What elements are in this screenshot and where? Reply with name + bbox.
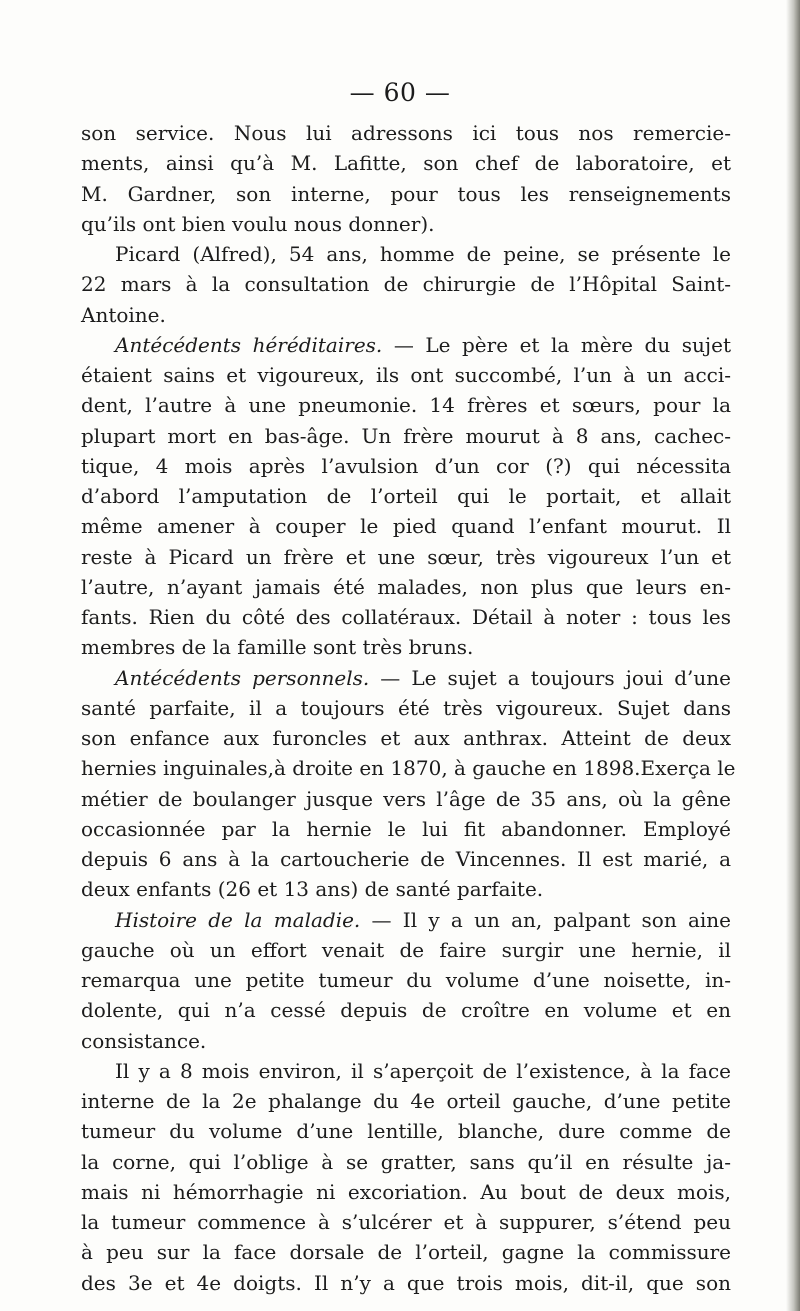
text-line: plupart mort en bas-âge. Un frère mourut à 8 ans, cachec- (81, 423, 731, 448)
text-line: tique, 4 mois après l’avulsion d’un cor (?) qui nécessita (81, 453, 731, 478)
text-line: la corne, qui l’oblige à se gratter, sans qu’il en résulte ja- (81, 1149, 731, 1174)
text-line: M. Gardner, son interne, pour tous les renseignements (81, 181, 731, 206)
text-line: la tumeur commence à s’ulcérer et à suppurer, s’étend peu (81, 1210, 731, 1234)
text-line: interne de la 2e phalange du 4e orteil gauche, d’une petite (81, 1089, 731, 1113)
page-number: — 60 — (349, 78, 451, 107)
text-line: qu’ils ont bien voulu nous donner). (81, 211, 435, 236)
text-line: 22 mars à la consultation de chirurgie de l’Hôpital Saint- (81, 272, 731, 297)
text-line: étaient sains et vigoureux, ils ont succombé, l’un à un acci- (81, 363, 731, 387)
line-text: — Le père et la mère du sujet (382, 332, 731, 357)
text-line: fants. Rien du côté des collatéraux. Détail à noter : tous les (81, 605, 731, 629)
text-line: Antoine. (81, 302, 166, 327)
line-text: — Le sujet a toujours joui d’une (369, 665, 732, 690)
text-line: Picard (Alfred), 54 ans, homme de peine, se présente le (115, 242, 731, 266)
line-text: — Il y a un an, palpant son aine (360, 907, 731, 932)
text-line: dent, l’autre à une pneumonie. 14 frères et sœurs, pour la (81, 393, 731, 418)
text-line (81, 663, 731, 693)
text-line: métier de boulanger jusque vers l’âge de 35 ans, où la gêne (81, 786, 731, 811)
text-line: même amener à couper le pied quand l’enfant mourut. Il (81, 514, 731, 539)
text-line: mais ni hémorrhagie ni excoriation. Au bout de deux mois, (81, 1179, 731, 1204)
text-line: gauche où un effort venait de faire surgir une hernie, il (81, 937, 731, 962)
text-line: l’autre, n’ayant jamais été malades, non plus que leurs en- (81, 574, 731, 599)
text-line: santé parfaite, il a toujours été très vigoureux. Sujet dans (81, 695, 731, 720)
page-edge-shadow (786, 0, 800, 1311)
text-line: depuis 6 ans à la cartoucherie de Vincennes. Il est marié, a (81, 847, 731, 871)
text-line: occasionnée par la hernie le lui fit abandonner. Employé (81, 816, 731, 841)
text-line: deux enfants (26 et 13 ans) de santé parfaite. (81, 877, 544, 902)
section-heading: Antécédents personnels. (115, 665, 370, 690)
text-line: ments, ainsi qu’à M. Lafitte, son chef de laboratoire, et (81, 151, 731, 176)
text-line: des 3e et 4e doigts. Il n’y a que trois mois, dit-il, que son (81, 1270, 731, 1295)
text-line: membres de la famille sont très bruns. (81, 635, 474, 660)
text-line: hernies inguinales,à droite en 1870, à gauche en 1898.Exerça le (81, 756, 736, 781)
text-line (81, 330, 731, 360)
section-heading: Antécédents héréditaires. (115, 332, 383, 357)
text-line: son service. Nous lui adressons ici tous nos remercie- (81, 121, 731, 145)
text-line: reste à Picard un frère et une sœur, très vigoureux l’un et (81, 544, 731, 569)
text-line: son enfance aux furoncles et aux anthrax. Atteint de deux (81, 726, 731, 750)
body-text (81, 118, 736, 1298)
text-line: à peu sur la face dorsale de l’orteil, gagne la commissure (81, 1240, 731, 1265)
text-line: consistance. (81, 1028, 207, 1053)
section-heading: Histoire de la maladie. (115, 907, 361, 932)
text-line: dolente, qui n’a cessé depuis de croître en volume et en (81, 998, 731, 1023)
text-line (81, 905, 731, 935)
text-line: remarqua une petite tumeur du volume d’une noisette, in- (81, 968, 731, 992)
text-line: Il y a 8 mois environ, il s’aperçoit de l’existence, à la face (115, 1058, 731, 1083)
text-line: tumeur du volume d’une lentille, blanche, dure comme de (81, 1119, 731, 1144)
text-line: d’abord l’amputation de l’orteil qui le portait, et allait (81, 484, 731, 508)
